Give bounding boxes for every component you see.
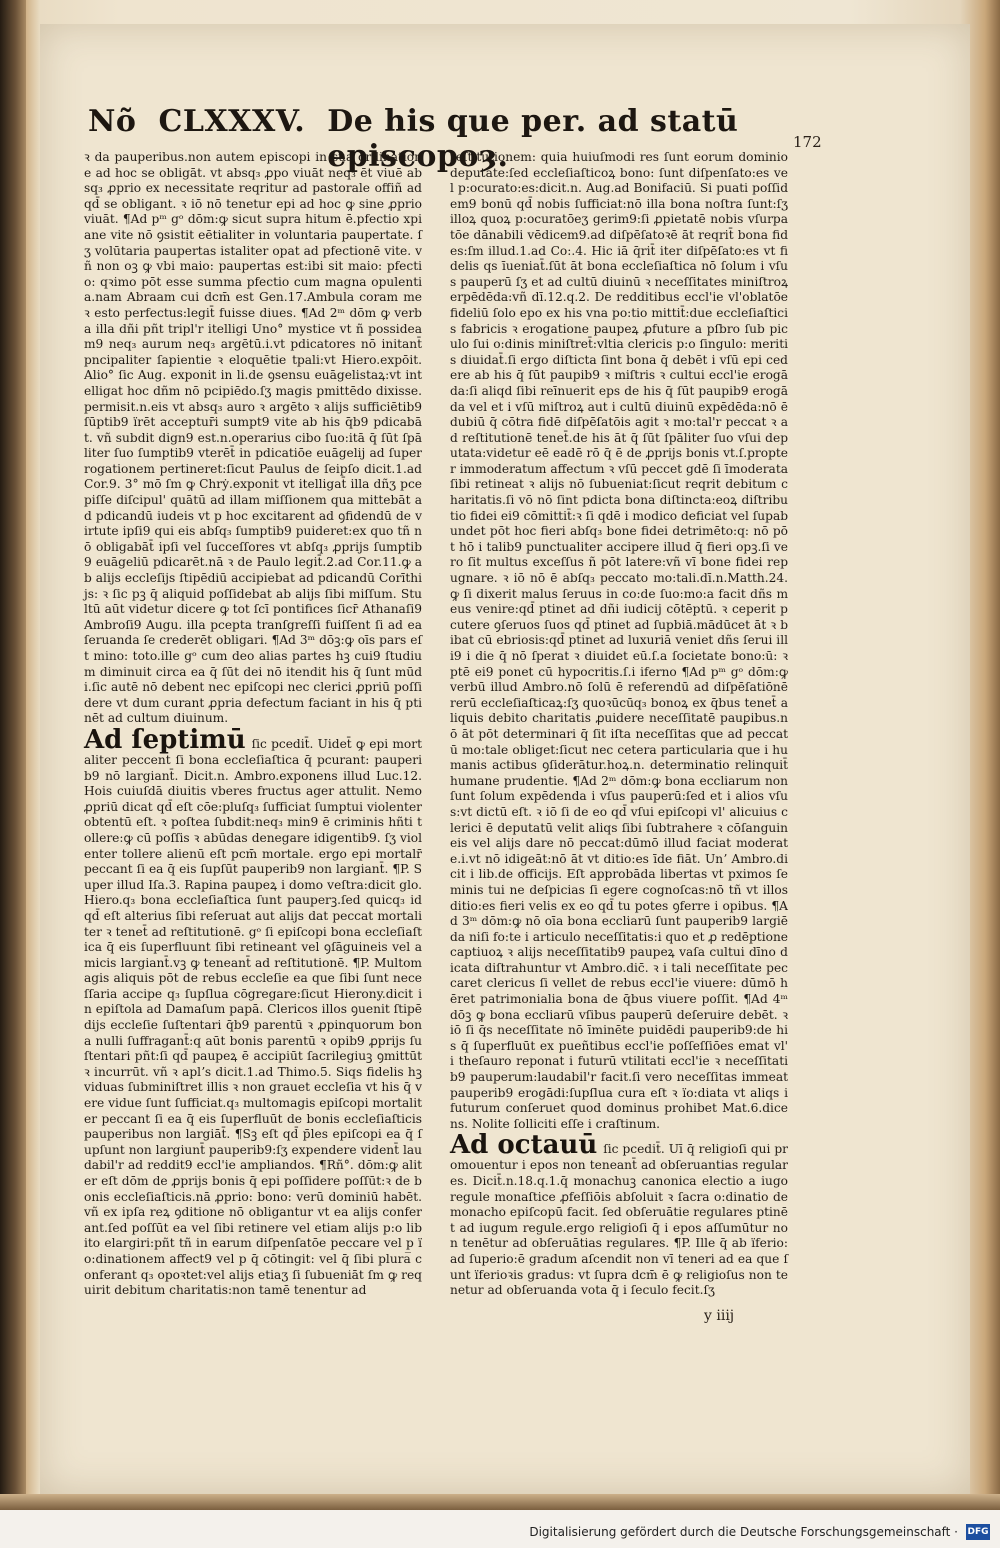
column-left-text-2: ſic pcedit̄. Uidet̄ ꝙ epi mortaliter peccent ſi bona eccleſiaſtica q̄ pcurant: pauperib9 nō largiant̄. Dicit.n. Ambro.exponens illud Luc.12. Hois cuiuſdā diuitis vberes fructus ager attulit. Nemo ꝓpriū dicat qd̄ eſt cōe:pluſq₃ ſufficiat ſumptui violenter obtentū eſt. ꝛ poſtea ſubdit:neq₃ min9 ē criminis hñti tollere:ꝙ cū poſſis ꝛ abūdas denegare idigentib9. ſʒ violenter tollere alienū eſt pcm̄ mortale. ergo epi mortalr̄ peccant ſi ea q̄ eis ſupſūt pauperib9 non largiant̄. ¶P. Super illud Iſa.3. Rapina paupeꝝ i domo veſtra:dicit glo. Hiero.q₃ bona eccleſiaſtica ſunt pauperꝫ.ſed quicq₃ id qd̄ eſt alterius ſibi reſeruat aut alijs dat peccat mortaliter ꝛ tenet̄ ad reſtitutionē. gᵒ ſi epiſcopi bona eccleſiaſtica q̄ eis ſuperfluunt ſibi retineant vel ꝯſāguineis vel amicis largiant̄.vꝫ ꝙ teneant̄ ad reſtitutionē. ¶P. Multomagis aliquis pōt de rebus eccleſie ea que ſibi ſunt neceſſaria accipe q₃ ſupſlua cōgregare:ſicut Hierony.dicit in epiſtola ad Damaſum papā. Clericos illos ꝯuenit ſtipēdijs eccleſie ſuſtentari q̄b9 parentū ꝛ ꝓpinquorum bona nulli ſuffragant̄:q aūt bonis parentū ꝛ opib9 ꝓprijs ſuſtentari pñt:ſi qd̄ paupeꝝ ē accipiūt ſacrilegiuꝫ ꝯmittūt ꝛ incurrūt. vñ ꝛ aplʼs dicit.1.ad Thimo.5. Siqs fidelis hꝫ viduas ſubminiſtret illis ꝛ non grauet eccleſia vt his q̄ vere vidue ſunt ſufficiat.q₃ multomagis epiſcopi mortaliter peccant ſi ea q̄ eis ſuperfluūt de bonis eccleſiaſticis pauperibus non largiāt̄. ¶Sꝫ eſt qd̄ p̄les epiſcopi ea q̄ ſupſunt non largiunt̄ pauperib9:ſʒ expendere vident̄ laudabil'r ad reddit9 eccl'ie ampliandos. ¶Rñ°. dōm:ꝙ aliter eſt dōm de ꝓprijs bonis q̄ epi poſſidere poſſūt:ꝛ de bonis eccleſiaſticis.nā ꝓprio: bono: verū dominiū habēt.vñ ex ipſa reꝝ ꝯditione nō obligantur vt ea alijs conferant.ſed poſſūt ea vel ſibi retinere vel etiam alijs p:o libito elargiri:pñt tñ in earum diſpenſatōe peccare vel p̲ ïo:dinationem affect9 vel p q̄ cōtingit: vel q̄ ſibi plura conferant q₃ opoꝛtet:vel alijs etiaʒ ſi ſubueniāt ſm ꝙ requirit debitum charitatis:non tamē tenentur ad: [84, 736, 426, 1298]
book-binding: [0, 0, 26, 1500]
column-right-text: reſtitutionem: quia huiuſmodi res ſunt eorum dominio deputate:ſed eccleſiaſticoꝝ bono: ſunt diſpenſato:es vel p:ocurato:es:dicit.n. Aug.ad Bonifaciū. Si puati poſſidem9 bonū qd̄ nobis ſufficiat:nō illa bona noſtra ſunt:ſʒ illoꝝ quoꝝ p:ocuratōeʒ gerim9:ſi ꝓpietatē nobis vſurpatōe dānabili vēdicem9.ad diſpēſatoꝛē āt reqrit̄ bona fides:ſm illud.1.ad Co:.4. Hic iā q̄rit̄ iter diſpēſato:es vt fidelis qs īueniat̄.ſūt āt bona eccleſiaſtica nō ſolum i vſus pauperū ſʒ et ad cultū diuinū ꝛ neceſſitates miniſtroꝝ erpēdēda:vñ dī.12.q.2. De redditibus eccl'ie vl'oblatōe fideliū ſolo epo ex his vna po:tio mittit̄:due eccleſiaſticis fabricis ꝛ erogatione paupeꝝ ꝓfuture a pſbro ſub piculo ſui o:dinis miniſtret̄:vltia clericis p:o ſingulo: meritis diuidat̄.ſi ergo diſticta ſint bona q̄ debēt i vſū epi cedere ab his q̄ ſūt paupib9 ꝛ miſtris ꝛ cultui eccl'ie erogāda:ſi aliqd ſibi reīnuerit eps de his q̄ ſūt paupib9 erogāda vel et i vſū miſtroꝝ aut i cultū diuinū expēdēda:nō ē dubiū q̄ cōtra fidē diſpēſatōis agit ꝛ mo:tal'r peccat ꝛ ad reſtitutionē tenet̄.de his āt q̄ ſūt ſpāliter ſuo vſui deputata:videtur eē eadē rō q̄ ē de ꝓprijs bonis vt.ſ.propter immoderatum affectum ꝛ vſū peccet gdē ſi īmoderata ſibi retineat ꝛ alijs nō ſubueniat:ſicut reqrit debitum charitatis.ſi vō nō ſint pdicta bona diſtincta:eoꝝ diſtributio fidei ei9 cōmittit̄:ꝛ ſi qdē i modico deficiat vel ſupabundet pōt hoc fieri abſq₃ bone fidei detrimēto:q: nō pōt hō i talib9 punctualiter accipere illud q̄ fieri opꝫ.ſi vero ſit multus exceſſus ñ pōt latere:vñ vī bone fidei repugnare. ꝛ iō nō ē abſq₃ peccato mo:tali.dī.n.Matth.24.ꝙ ſi dixerit malus ſeruus in co:de ſuo:mo:a facit dñs meus venire:qd̄ ptinet ad dñi iudicij cōtēptū. ꝛ ceperit pcutere ꝯſeruos ſuos qd̄ ptinet ad ſupbiā.mādūcet āt ꝛ bibat cū ebriosis:qd̄ ptinet ad luxuriā veniet dñs ſerui illi9 i die q̄ nō ſperat ꝛ diuidet eū.ſ.a ſocietate bono:ū: ꝛ ptē ei9 ponet cū hypocritis.ſ.i iferno ¶Ad pᵐ gᵒ dōm:ꝙ verbū illud Ambro.nō ſolū ē referendū ad diſpēſatiōnē rerū eccleſiaſticaꝝ:ſʒ quoꝛūcūq₃ bonoꝝ ex q̄bus tenet̄ aliquis debito charitatis ꝓuidere neceſſitatē pauꝑibus.nō āt pōt determinari q̄ ſit iſta neceſſitas que ad peccatū mo:tale obliget:ſicut nec cetera particularia que i humanis actibus ꝯſiderātur.hoꝝ.n. determinatio relinquit̄ humane prudentie. ¶Ad 2ᵐ dōm:ꝙ bona eccliarum non ſunt ſolum expēdenda i vſus pauperū:ſed et i alios vſus:vt dictū eſt. ꝛ iō ſi de eo qd̄ vſui epiſcopi vl' alicuius clerici ē deputatū velit aliqs ſibi ſubtrahere ꝛ cōſanguineis vel alijs dare nō peccat:dūmō illud faciat moderate.i.vt nō idigeāt:nō āt vt ditio:es īde fiāt. Unʼ Ambro.dicit i lib.de officijs. Eſt approbāda libertas vt pximos ſeminis tui ne deſpicias ſi egere cognoſcas:nō tñ vt illos ditio:es fieri velis ex eo qd̄ tu potes ꝯferre i opibus. ¶Ad 3ᵐ dōm:ꝙ nō oīa bona eccliarū ſunt pauperib9 largiēda niſi fo:te i articulo neceſſitatis:i quo et ꝓ redēptione captiuoꝝ ꝛ alijs neceſſitatib9 paupeꝝ vaſa cultui dīno dicata diſtrahuntur vt Ambro.dic̄. ꝛ i tali neceſſitate peccaret clericus ſi vellet de rebus eccl'ie viuere: dūmō hēret patrimonialia bona de q̄bus viuere poſſit. ¶Ad 4ᵐ dōꝫ ꝙ bona eccliarū vſibus pauperū deſeruire debēt. ꝛ iō ſi q̄s neceſſitate nō īminēte puidēdi pauperib9:de his q̄ ſuperfluūt ex pueñtibus eccl'ie poſſeſſiōes emat vl' i theſauro reponat i futurū vtilitati eccl'ie ꝛ neceſſitatib9 pauperum:laudabil'r facit.ſi vero neceſſitas immeat pauperib9 erogādi:ſupſlua cura eſt ꝛ ïo:diata vt aliqs i futurum conſeruet quod dominus prohibet Mat.6.dicens. Nolite ſolliciti eſſe i craſtinum.: [450, 150, 792, 1131]
header-title: De his que per. ad statū episcopoȝ.: [327, 104, 739, 174]
folio-number: 172: [793, 133, 822, 151]
column-left-text: ꝛ da pauperibus.non autem episcopi in sua ordinatione ad hoc se obligāt. vt absq₃ ꝓpo viuāt neq₃ ēt viuē absq₃ ꝓprio ex necessitate reqritur ad pastorale offiñ ad qd̄ se obligant. ꝛ iō nō tenetur epi ad hoc ꝙ sine ꝓprio viuāt. ¶Ad pᵐ gᵒ dōm:ꝙ sicut supra hitum ē.pfectio xpiane vite nō ꝯsistit eētialiter in voluntaria paupertate. ſʒ volūtaria paupertas istaliter opat ad pfectionē vite. vñ non oꝫ ꝙ vbi maio: paupertas est:ibi sit maio: pfectio: qꝛimo pōt esse summa pfectio cum magna opulentia.nam Abraam cui dcm̄ est Gen.17.Ambula coram me ꝛ esto perfectus:legit̄ fuisse diues. ¶Ad 2ᵐ dōm ꝙ verba illa dñi pñt tripl'r itelligi Uno° mystice vt ñ possideam9 neq₃ aurum neq₃ argētū.i.vt pdicatores nō initant̄ pncipaliter ſapientie ꝛ eloquētie tpali:vt Hiero.expōit. Alio° ſic Aug. exponit in li.de ꝯsensu euāgelistaꝝ:vt intelligat hoc dñm nō pcipiēdo.ſʒ magis pmittēdo dixisse.permisit.n.eis vt absq₃ auro ꝛ argēto ꝛ alijs sufficiētib9 ſūptib9 ïrēt acceptur̄i sumpt9 vite ab his q̄b9 pdicabāt. vñ subdit dign9 est.n.operarius cibo ſuo:itā q̄ ſūt ſpāliter ſuo ſumptib9 vterēt̄ in pdicatiōe euāgelij ad ſuperrogationem pertineret:ſicut Paulus de ſeipſo dicit.1.ad Cor.9. 3° mō ſm ꝙ Chrẏ.exponit vt itelligat̄ illa dñʒ pcepiſſe diſcipul' quātū ad illam miſſionem qua mittebāt ad pdicandū iudeis vt p hoc excitarent ad ꝯfidendū de virtute ipſi9 qui eis abſq₃ ſumptib9 puideret:ex quo tñ nō obligabāt̄ ipſi vel ſucceſſores vt abſq₃ ꝓprijs ſumptib9 euāgeliū pdicarēt.nā ꝛ de Paulo legit̄.2.ad Cor.11.ꝙ ab alijs eccleſijs ſtipēdiū accipiebat ad pdicandū Corīthijs: ꝛ ſic pꝫ q̄ aliquid poſſidebat ab alijs ſibi miſſum. Stultū aūt videtur dicere ꝙ tot ſcī pontifices ſicr̄ Athanaſi9 Ambroſi9 Augu. illa pcepta tranſgreſſi fuiſſent ſi ad ea ſeruanda ſe crederēt obligari. ¶Ad 3ᵐ dōꝫ:ꝙ oīs pars eſt mino: toto.ille gᵒ cum deo alias partes hꝫ cui9 ſtudium diminuit circa ea q̄ ſūt dei nō itendit his q̄ ſunt mūdi.ſic autē nō debent nec epiſcopi nec clerici ꝓpriū poſſidere vt dum curant ꝓpria defectum faciant in his q̄ ptinēt ad cultum diuinum.: [84, 150, 426, 726]
header-question-label: Nõ: [88, 104, 137, 139]
funding-credit: Digitalisierung gefördert durch die Deutsche Forschungsgemeinschaft ·: [529, 1525, 958, 1539]
book-edge: [0, 1494, 1000, 1510]
dfg-logo: DFG: [966, 1524, 990, 1540]
column-right-text-2: ſic pcedit̄. Uī q̄ religioſi qui promouentur i epos non teneant̄ ad obſeruantias regulares. Dicit̄.n.18.q.1.q̄ monachuꝫ canonica electio a iugo regule monaſtice ꝓfeſſiōis abſoluit ꝛ ſacra o:dinatio de monacho epiſcopū facit. ſed obſeruātie regulares ptinēt ad iugum regule.ergo religioſi q̄ i epos aſſumūtur non tenētur ad obſeruātias regulares. ¶P. Ille q̄ ab ïferio: ad ſuperio:ē gradum aſcendit non vī teneri ad ea que ſunt ïferioꝛis gradus: vt ſupra dcm̄ ē ꝙ religioſus non tenetur ad obſeruanda vota q̄ i ſeculo fecit.ſʒ: [450, 1142, 792, 1298]
text-column-left: [84, 150, 426, 1330]
text-column-right: [450, 150, 792, 1330]
header-roman-numeral: CLXXXV.: [158, 104, 306, 139]
section-initial-septimum: Ad ſeptimū: [84, 724, 246, 755]
signature-mark: y iiij: [704, 1308, 735, 1324]
section-initial-octavum: Ad octauū: [450, 1130, 598, 1161]
